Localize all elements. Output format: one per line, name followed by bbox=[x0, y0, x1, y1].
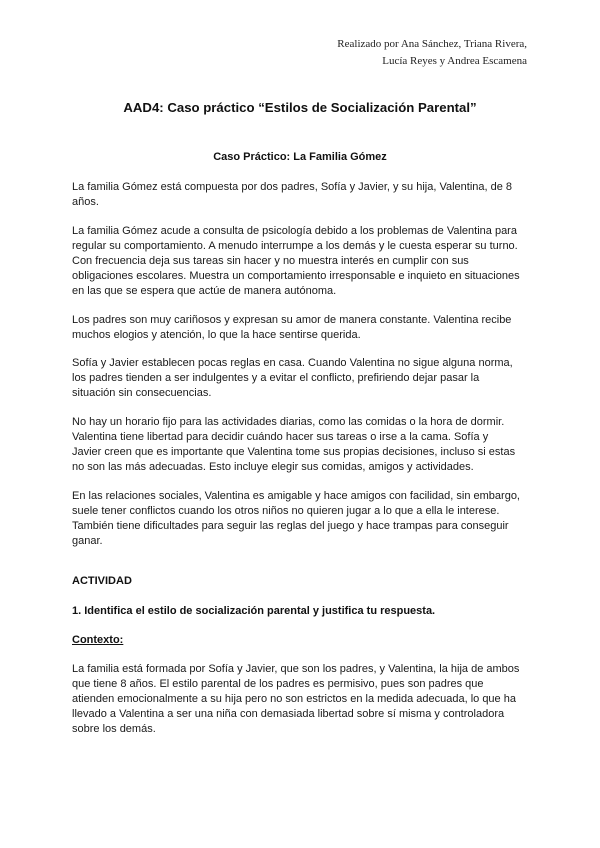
paragraph-affection bbox=[72, 313, 527, 343]
paragraph-rules bbox=[72, 356, 527, 401]
paragraph-line: Con frecuencia deja sus tareas sin hacer y no muestra interés en cumplir con sus bbox=[72, 255, 469, 267]
paragraph-line: no son las más adecuadas. Esto incluye elegir sus comidas, amigos y actividades. bbox=[72, 461, 474, 473]
paragraph-line: Valentina tiene libertad para decidir cuándo hacer sus tareas o irse a la cama. Sofía y bbox=[72, 431, 489, 443]
paragraph-line: obligaciones escolares. Muestra un comportamiento irresponsable e inquieto en situaciones bbox=[72, 270, 520, 282]
paragraph-line: También tiene dificultades para seguir las reglas del juego y hace trampas para conseguir bbox=[72, 520, 509, 532]
paragraph-line: regular su comportamiento. A menudo interrumpe a los demás y le cuesta esperar su turno. bbox=[72, 240, 518, 252]
paragraph-schedule bbox=[72, 415, 527, 475]
activity-heading: ACTIVIDAD bbox=[72, 575, 132, 587]
paragraph-consultation bbox=[72, 224, 527, 299]
case-title: Caso Práctico: La Familia Gómez bbox=[213, 151, 387, 163]
document-title: AAD4: Caso práctico “Estilos de Socialización Parental” bbox=[123, 100, 477, 115]
authors-line-1: Realizado por Ana Sánchez, Triana Rivera, bbox=[337, 38, 527, 50]
paragraph-context bbox=[72, 662, 527, 737]
paragraph-line: Javier creen que es importante que Valentina tome sus propias decisiones, incluso si estas bbox=[72, 446, 516, 458]
paragraph-line: No hay un horario fijo para las actividades diarias, como las comidas o la hora de dormir. bbox=[72, 416, 505, 428]
paragraph-line: suele tener conflictos cuando los otros niños no quieren jugar a lo que a ella le interese. bbox=[72, 505, 500, 517]
paragraph-line: los padres tienden a ser indulgentes y a evitar el conflicto, prefiriendo dejar pasar la bbox=[72, 372, 480, 384]
paragraph-line: años. bbox=[72, 196, 99, 208]
authors-line-2: Lucía Reyes y Andrea Escamena bbox=[382, 55, 527, 67]
paragraph-line: situación sin consecuencias. bbox=[72, 387, 212, 399]
question-heading: 1. Identifica el estilo de socialización parental y justifica tu respuesta. bbox=[72, 605, 436, 617]
paragraph-line: Sofía y Javier establecen pocas reglas en casa. Cuando Valentina no sigue alguna norma, bbox=[72, 357, 513, 369]
paragraph-line: sobre los demás. bbox=[72, 723, 156, 735]
paragraph-family-composition bbox=[72, 180, 527, 210]
paragraph-line: ganar. bbox=[72, 535, 103, 547]
paragraph-line: que tiene 8 años. El estilo parental de los padres es permisivo, pues son padres que bbox=[72, 678, 484, 690]
authors-block bbox=[267, 36, 527, 70]
paragraph-line: llevado a Valentina a ser una niña con demasiada libertad sobre sí misma y controladora bbox=[72, 708, 505, 720]
paragraph-line: en las que se espera que actúe de manera autónoma. bbox=[72, 285, 337, 297]
paragraph-line: En las relaciones sociales, Valentina es amigable y hace amigos con facilidad, sin embargo, bbox=[72, 490, 520, 502]
paragraph-line: Los padres son muy cariñosos y expresan su amor de manera constante. Valentina recibe bbox=[72, 314, 512, 326]
paragraph-line: La familia está formada por Sofía y Javier, que son los padres, y Valentina, la hija de ambos bbox=[72, 663, 520, 675]
context-heading: Contexto: bbox=[72, 634, 124, 646]
paragraph-social bbox=[72, 489, 527, 549]
paragraph-line: muchos elogios y atención, lo que la hace sentirse querida. bbox=[72, 329, 361, 341]
paragraph-line: La familia Gómez acude a consulta de psicología debido a los problemas de Valentina para bbox=[72, 225, 517, 237]
paragraph-line: La familia Gómez está compuesta por dos padres, Sofía y Javier, y su hija, Valentina, de 8 bbox=[72, 181, 513, 193]
paragraph-line: atienden emocionalmente a su hija pero no son estrictos en la medida adecuada, lo que ha bbox=[72, 693, 516, 705]
